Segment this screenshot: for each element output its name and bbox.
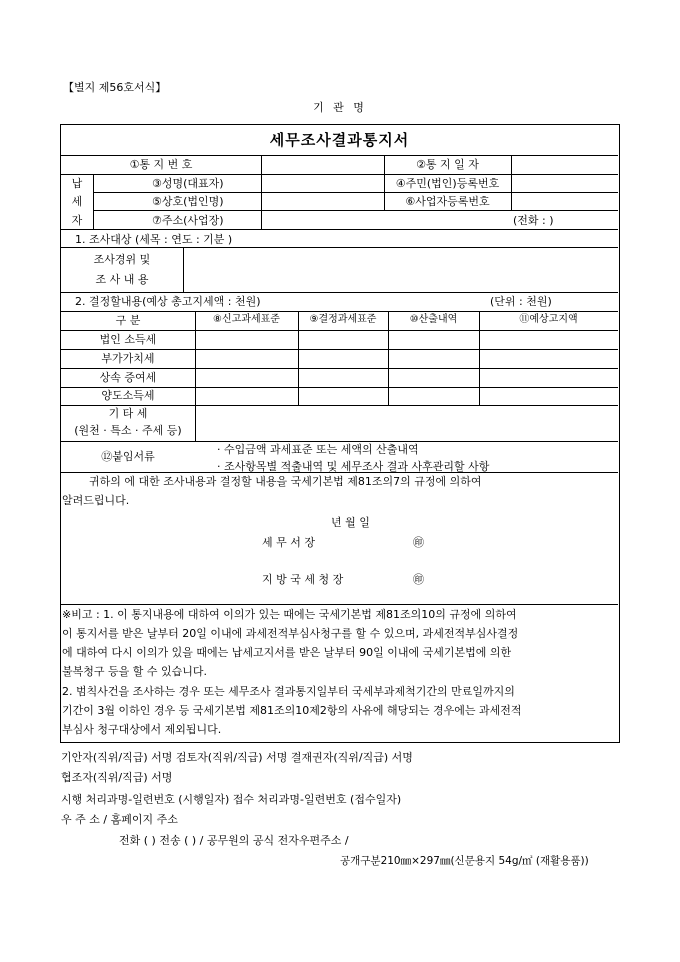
dispatch-line: 시행 처리과명-일련번호 (시행일자) 접수 처리과명-일련번호 (접수일자) — [61, 793, 402, 806]
tax-office-head: 세 무 서 장 — [262, 536, 315, 549]
decision-header: 2. 결정할내용(예상 총고지세액 : 천원) — [75, 295, 261, 308]
row-other-tax-detail: (원천 · 특소 · 주세 등) — [74, 424, 182, 437]
phone-label: (전화 : ) — [513, 214, 554, 227]
form-number: 【별지 제56호서식】 — [63, 81, 167, 94]
col-decided-tax-base: ⑨결정과세표준 — [309, 314, 377, 325]
remark-line-3: 에 대하여 다시 이의가 있을 때에는 납세고지서를 받은 날부터 90일 이내에 국세기본법에 의한 — [62, 646, 512, 659]
approval-line: 기안자(직위/직급) 서명 검토자(직위/직급) 서명 결재권자(직위/직급) 서명 — [61, 751, 413, 764]
attachment-1: · 수입금액 과세표준 또는 세액의 산출내역 — [217, 443, 419, 456]
cooperator-line: 협조자(직위/직급) 서명 — [61, 771, 173, 784]
business-number-label: ⑥사업자등록번호 — [405, 195, 490, 208]
address-line: 우 주 소 / 홈페이지 주소 — [61, 813, 178, 826]
remark-line-1: ※비고 : 1. 이 통지내용에 대하여 이의가 있는 때에는 국세기본법 제81조의10의 규정에 의하여 — [62, 608, 517, 621]
unit-label: (단위 : 천원) — [490, 295, 552, 308]
seal-mark-1: ㊞ — [413, 536, 424, 549]
notice-date-label: ②통 지 일 자 — [416, 158, 479, 171]
col-calculation: ⑩산출내역 — [409, 314, 458, 325]
date-line: 년 월 일 — [331, 516, 370, 529]
taxpayer-label-2: 세 — [71, 195, 83, 208]
investigation-target: 1. 조사대상 (세목 : 연도 : 기분 ) — [75, 233, 233, 246]
row-inheritance-tax: 상속 증여세 — [99, 371, 157, 384]
seal-mark-2: ㊞ — [413, 573, 424, 586]
tax-audit-notice-form — [60, 124, 620, 743]
notice-number-label: ①통 지 번 호 — [129, 158, 193, 171]
attachment-2: · 조사항목별 적출내역 및 세무조사 결과 사후관리할 사항 — [217, 460, 490, 473]
col-category: 구 분 — [115, 314, 141, 327]
remark-line-5: 2. 범칙사건을 조사하는 경우 또는 세무조사 결과통지일부터 국세부과제척기간의 만료일까지의 — [62, 685, 515, 698]
regional-office-head: 지 방 국 세 청 장 — [262, 573, 344, 586]
form-title: 세무조사결과통지서 — [269, 131, 410, 149]
investigation-history-label: 조사경위 및 — [93, 253, 151, 266]
row-vat: 부가가치세 — [101, 352, 155, 365]
address-label: ⑦주소(사업장) — [152, 214, 224, 227]
notice-line-2: 알려드립니다. — [62, 494, 130, 507]
name-label: ③성명(대표자) — [152, 177, 224, 190]
remark-line-7: 부심사 청구대상에서 제외됩니다. — [62, 723, 222, 736]
taxpayer-label-1: 납 — [71, 177, 83, 190]
remark-line-6: 기간이 3월 이하인 경우 등 국세기본법 제81조의10제2항의 사유에 해당되는 경우에는 과세전적 — [62, 704, 522, 717]
notice-line-1: 귀하의 에 대한 조사내용과 결정할 내용을 국세기본법 제81조의7의 규정에 의하여 — [89, 475, 482, 488]
remark-line-4: 불복청구 등을 할 수 있습니다. — [62, 665, 207, 678]
col-expected-amount: ⑪예상고지액 — [519, 314, 578, 325]
row-other-tax: 기 타 세 — [108, 407, 148, 420]
investigation-content-label: 조 사 내 용 — [95, 273, 149, 286]
disclosure-line: 공개구분210㎜×297㎜(신문용지 54g/㎡ (재활용품)) — [340, 855, 589, 867]
contact-line: 전화 ( ) 전송 ( ) / 공무원의 공식 전자우편주소 / — [119, 834, 349, 847]
remark-line-2: 이 통지서를 받은 날부터 20일 이내에 과세전적부심사청구를 할 수 있으며, 과세전적부심사결정 — [62, 627, 519, 640]
agency-name: 기 관 명 — [313, 101, 367, 114]
attachments-label: ⑫붙임서류 — [101, 450, 155, 463]
row-corporate-tax: 법인 소득세 — [99, 333, 157, 346]
trade-name-label: ⑤상호(법인명) — [152, 195, 224, 208]
col-reported-tax-base: ⑧신고과세표준 — [213, 314, 280, 325]
resident-number-label: ④주민(법인)등록번호 — [395, 177, 500, 190]
taxpayer-label-3: 자 — [71, 214, 83, 227]
row-transfer-tax: 양도소득세 — [101, 389, 155, 402]
